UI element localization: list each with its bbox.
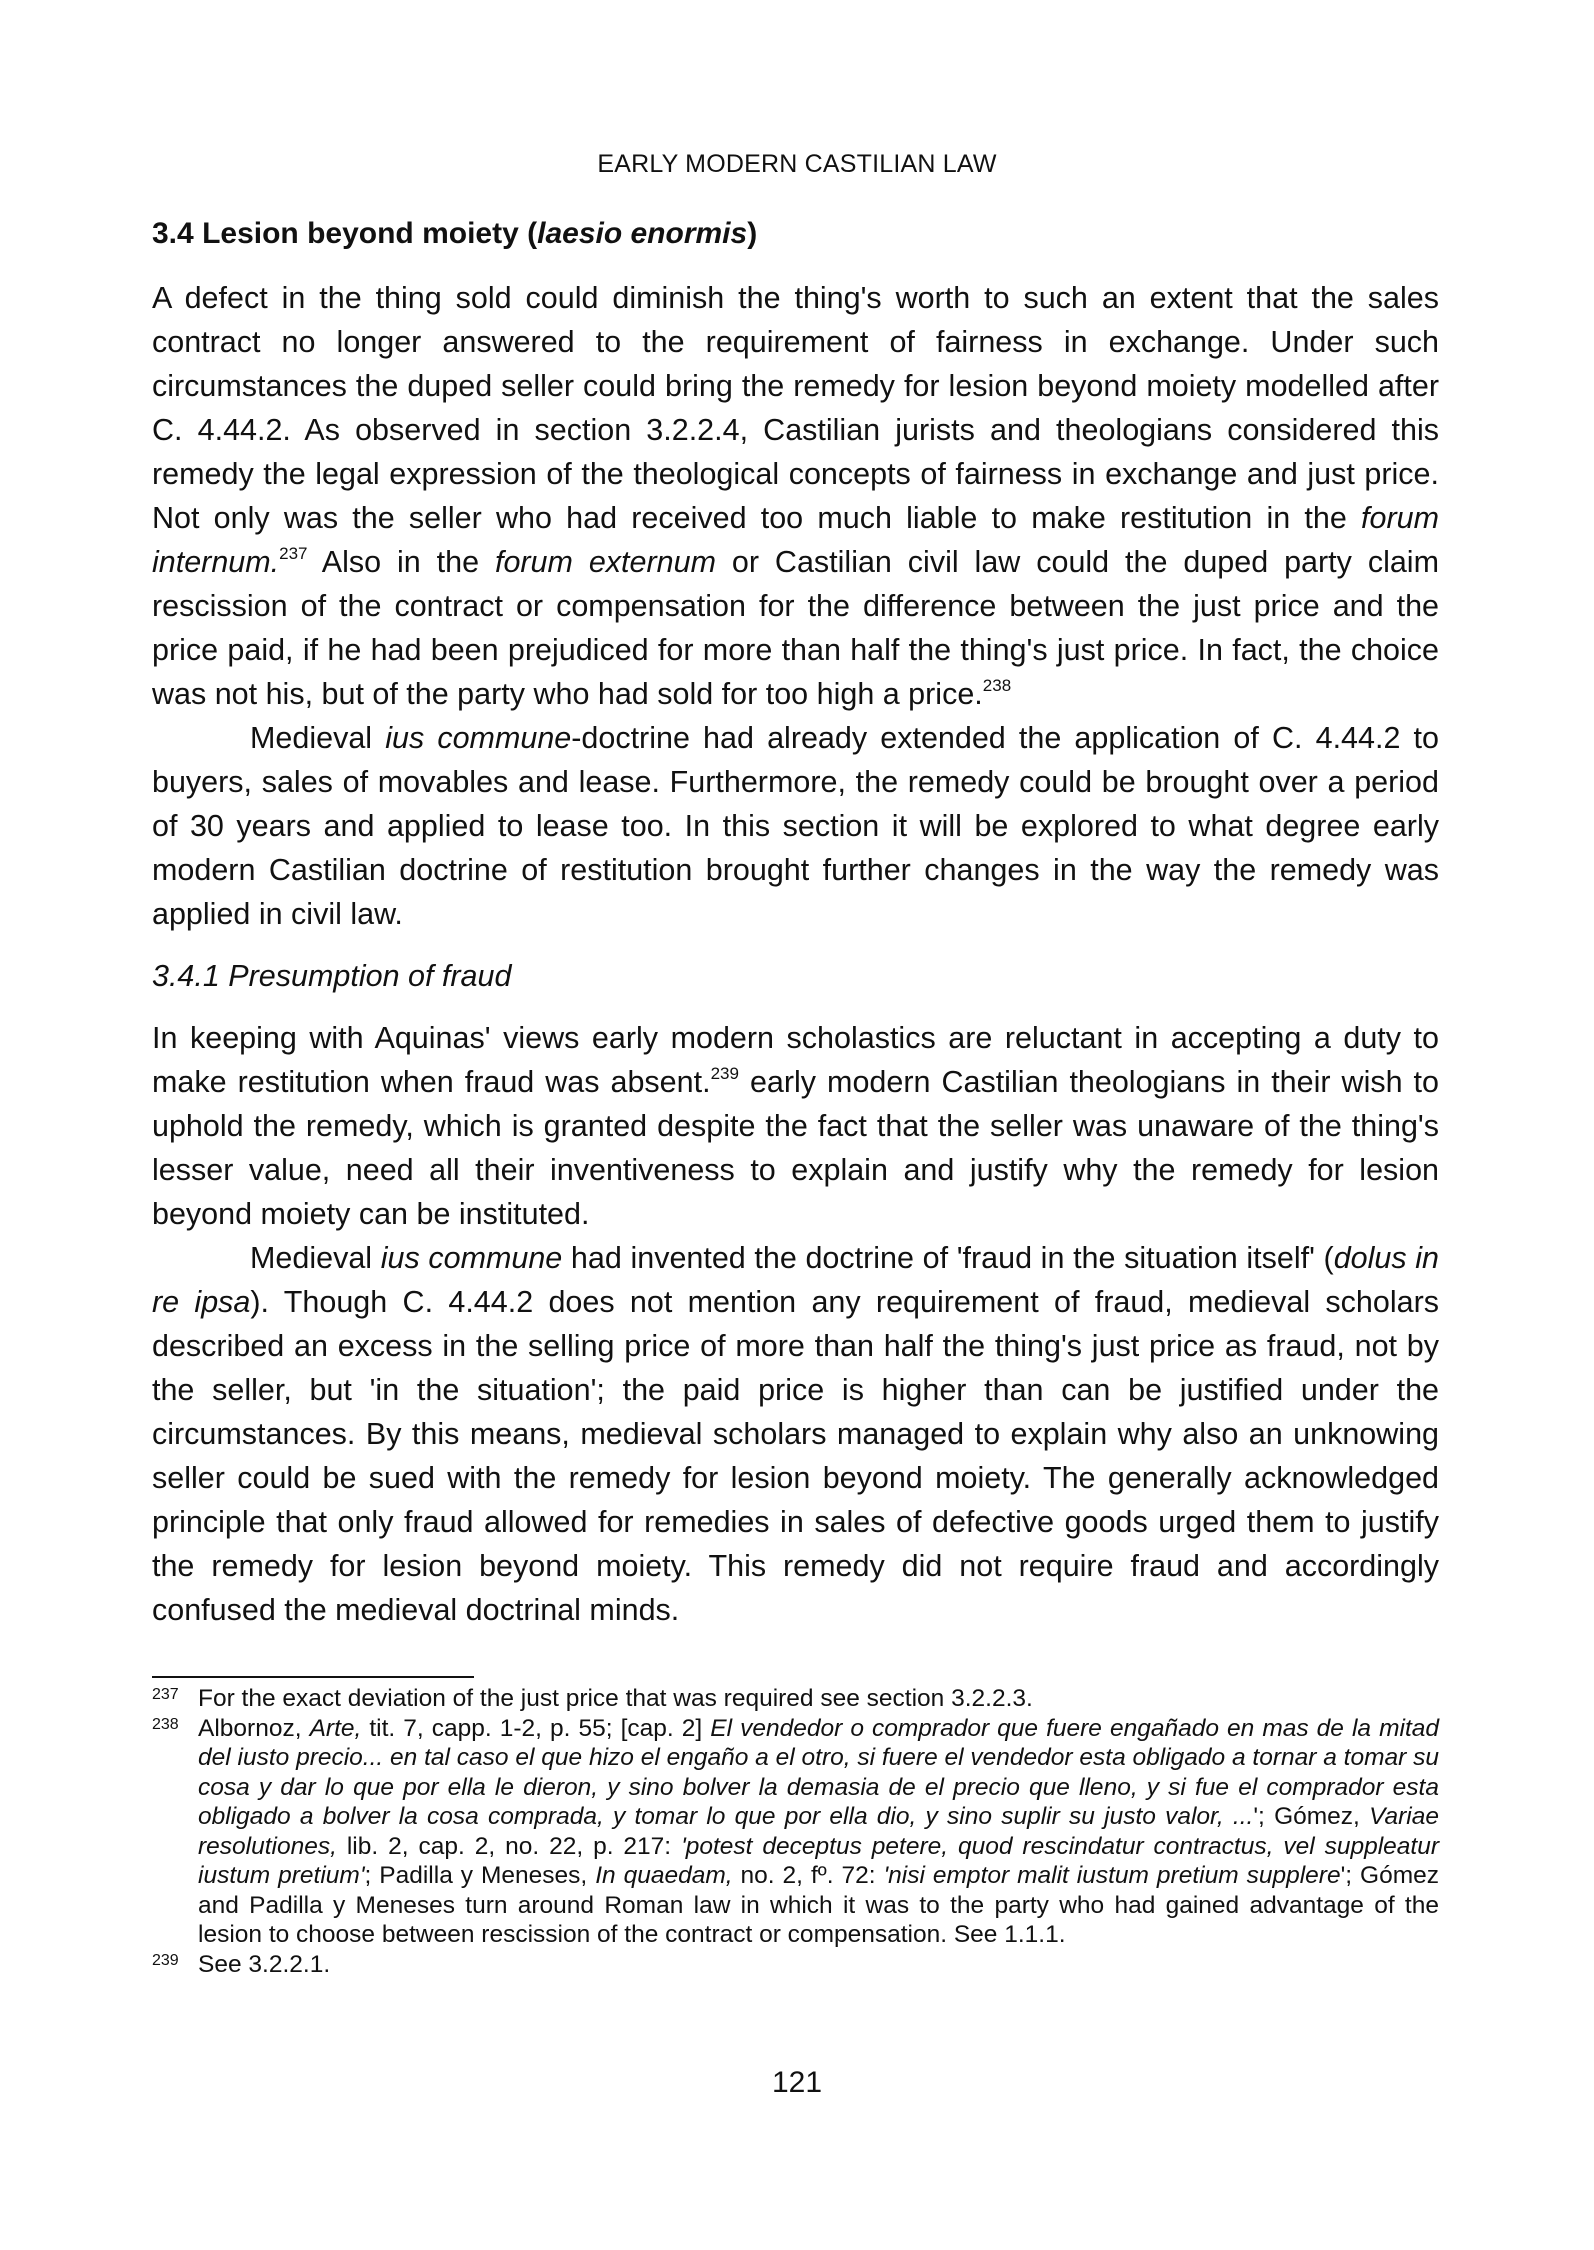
footnote-italic: 'nisi emptor malit iustum pretium supplere bbox=[883, 1862, 1341, 1889]
section-title-close: ) bbox=[747, 217, 758, 250]
subsection-heading: 3.4.1 Presumption of fraud bbox=[152, 959, 512, 993]
paragraph-1 bbox=[152, 276, 1439, 716]
footnote-ref-237[interactable]: 237 bbox=[279, 544, 308, 563]
page-number: 121 bbox=[771, 2066, 823, 2099]
section-title: Lesion beyond moiety ( bbox=[202, 217, 538, 250]
footnote-ref-239[interactable]: 239 bbox=[710, 1064, 739, 1083]
footnote-italic: In quaedam, bbox=[595, 1862, 733, 1889]
footnote-237 bbox=[152, 1684, 1439, 1714]
footnote-text: ; Padilla y Meneses, bbox=[364, 1862, 596, 1889]
text: Medieval bbox=[250, 1241, 381, 1275]
running-head: EARLY MODERN CASTILIAN LAW bbox=[597, 150, 997, 178]
text: had invented the doctrine of 'fraud in the situation itself' ( bbox=[562, 1241, 1334, 1275]
text: or Castilian civil law could the duped party claim rescission of the contract or compensation for the difference between the just price and the price paid, if he had been prejudiced for more than half the thing's just price. In fact, the choice was not his, but of the party who had sold for too high a price. bbox=[152, 545, 1439, 711]
text: Medieval bbox=[250, 721, 386, 755]
paragraph-2 bbox=[152, 716, 1439, 936]
footnote-238 bbox=[152, 1714, 1439, 1950]
text: In keeping with Aquinas' views early modern scholastics are reluctant in accepting a duty to make restitution when fraud was absent. bbox=[152, 1021, 1439, 1099]
italic-term: ius commune bbox=[385, 721, 572, 755]
italic-term: forum internum. bbox=[152, 501, 1439, 579]
footnote-number: 237 bbox=[152, 1686, 179, 1703]
footnote-italic: 'potest deceptus petere, quod rescindatur contractus, vel suppleatur iustum pretium' bbox=[198, 1832, 1439, 1889]
text: A defect in the thing sold could diminish the thing's worth to such an extent that the sales contract no longer answered to the requirement of fairness in exchange. Under such circumstances the duped seller could bring the remedy for lesion beyond moiety modelled after C. 4.44.2. As observed in section 3.2.2.4, Castilian jurists and theologians considered this remedy the legal expression of the theological concepts of fairness in exchange and just price. Not only was the seller who had received too much liable to make restitution in the bbox=[152, 281, 1439, 535]
italic-term: ius commune bbox=[380, 1241, 563, 1275]
paragraph-3 bbox=[152, 1016, 1439, 1236]
italic-term: dolus in re ipsa bbox=[152, 1241, 1440, 1319]
paragraph-4 bbox=[152, 1236, 1439, 1632]
text: early modern Castilian theologians in their wish to uphold the remedy, which is granted despite the fact that the seller was unaware of the thing's lesser value, need all their inventiveness to explain and justify why the remedy for lesion beyond moiety can be instituted. bbox=[152, 1065, 1439, 1231]
section-number: 3.4 bbox=[152, 217, 194, 250]
text: -doctrine had already extended the application of C. 4.44.2 to buyers, sales of movables and lease. Furthermore, the remedy could be brought over a period of 30 years and applied to lease too. In this section it will be explored to what degree early modern Castilian doctrine of restitution brought further changes in the way the remedy was applied in civil law. bbox=[152, 721, 1439, 931]
footnote-italic: Arte, bbox=[309, 1714, 362, 1742]
footnote-number: 239 bbox=[152, 1951, 179, 1969]
main-content bbox=[152, 212, 1439, 1632]
footnote-text: tit. 7, capp. 1-2, p. 55; [cap. 2] bbox=[361, 1714, 711, 1742]
footnote-italic: El vendedor o comprador que fuere engañado en mas de la mitad del iusto precio... en tal caso el que hizo el engaño a el otro, si fuere el vendedor esta obligado a tornar a tomar su cosa y dar lo que por ella le dieron, y sino bolver la demasia de el precio que lleno, y si fue el comprador esta obligado a bolver la cosa comprada, y tomar lo que por ella dio, y sino suplir su justo valor, ... bbox=[198, 1714, 1440, 1830]
footnote-text: See 3.2.2.1. bbox=[198, 1950, 331, 1978]
footnote-text: Albornoz, bbox=[198, 1714, 310, 1742]
footnotes bbox=[152, 1676, 1439, 1979]
footnote-ref-238[interactable]: 238 bbox=[982, 676, 1012, 695]
footnote-number: 238 bbox=[152, 1715, 179, 1733]
section-heading bbox=[152, 212, 1439, 256]
footnote-italic: Variae resolutiones, bbox=[198, 1803, 1440, 1860]
footnote-239 bbox=[152, 1950, 1439, 1980]
text: Also in the bbox=[307, 545, 495, 579]
footnote-text: For the exact deviation of the just price that was required see section 3.2.2.3. bbox=[198, 1685, 1033, 1712]
footnote-text: lib. 2, cap. 2, no. 22, p. 217: bbox=[336, 1832, 682, 1860]
footnote-separator bbox=[152, 1676, 474, 1678]
section-title-italic: laesio enormis bbox=[537, 217, 748, 250]
footnote-text: no. 2, fº. 72: bbox=[732, 1862, 884, 1889]
footnote-text: '; Gómez and Padilla y Meneses turn around Roman law in which it was to the party who had gained advantage of the lesion to choose between rescission of the contract or compensation. See 1.1.1. bbox=[198, 1862, 1439, 1948]
italic-term: forum externum bbox=[494, 545, 716, 579]
footnote-text: '; Gómez, bbox=[1253, 1803, 1370, 1830]
text: ). Though C. 4.44.2 does not mention any requirement of fraud, medieval scholars described an excess in the selling price of more than half the thing's just price as fraud, not by the seller, but 'in the situation'; the paid price is higher than can be justified under the circumstances. By this means, medieval scholars managed to explain why also an unknowing seller could be sued with the remedy for lesion beyond moiety. The generally acknowledged principle that only fraud allowed for remedies in sales of defective goods urged them to justify the remedy for lesion beyond moiety. This remedy did not require fraud and accordingly confused the medieval doctrinal minds. bbox=[152, 1285, 1439, 1627]
